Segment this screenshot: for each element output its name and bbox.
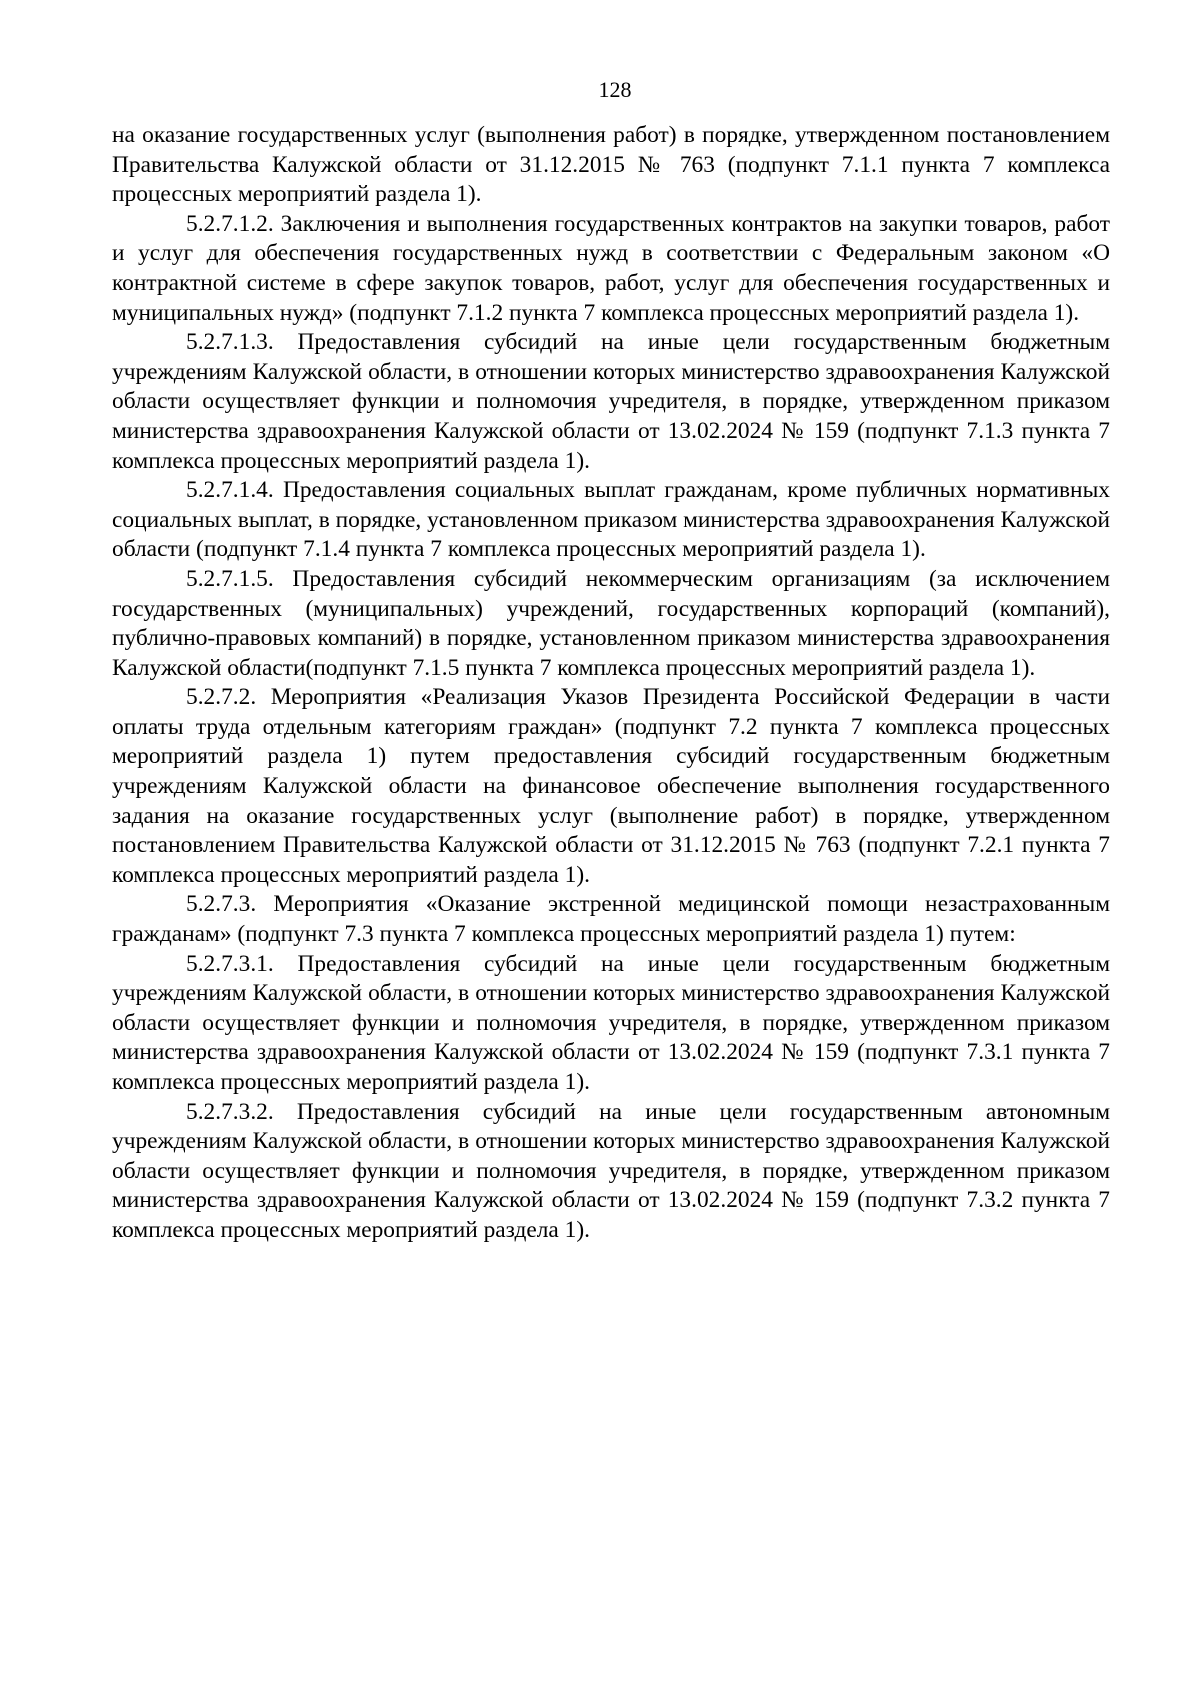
paragraph-5-2-7-1-3: 5.2.7.1.3. Предоставления субсидий на иные цели государственным бюджетным учреждениям Калужской области, в отношении которых министерство здравоохранения Калужской области осуществляет функции и полномочия учредителя, в порядке, утвержденном приказом министерства здравоохранения Калужской области от 13.02.2024 № 159 (подпункт 7.1.3 пункта 7 комплекса процессных мероприятий раздела 1). xyxy=(112,329,1110,474)
page-number: 128 xyxy=(598,77,632,102)
document-page xyxy=(112,76,1110,1246)
paragraph-5-2-7-1-5: 5.2.7.1.5. Предоставления субсидий некоммерческим организациям (за исключением государственных (муниципальных) учреждений, государственных корпораций (компаний), публично-правовых компаний) в порядке, установленном приказом министерства здравоохранения Калужской области(подпункт 7.1.5 пункта 7 комплекса процессных мероприятий раздела 1). xyxy=(112,565,1110,681)
paragraph-5-2-7-2: 5.2.7.2. Мероприятия «Реализация Указов Президента Российской Федерации в части оплаты труда отдельным категориям граждан» (подпункт 7.2 пункта 7 комплекса процессных мероприятий раздела 1) путем предоставления субсидий государственным бюджетным учреждениям Калужской области на финансовое обеспечение выполнения государственного задания на оказание государственных услуг (выполнение работ) в порядке, утвержденном постановлением Правительства Калужской области от 31.12.2015 № 763 (подпункт 7.2.1 пункта 7 комплекса процессных мероприятий раздела 1). xyxy=(112,684,1110,888)
paragraph-5-2-7-1-4: 5.2.7.1.4. Предоставления социальных выплат гражданам, кроме публичных нормативных социальных выплат, в порядке, установленном приказом министерства здравоохранения Калужской области (подпункт 7.1.4 пункта 7 комплекса процессных мероприятий раздела 1). xyxy=(112,477,1110,563)
paragraph-continuation: на оказание государственных услуг (выполнения работ) в порядке, утвержденном постановлением Правительства Калужской области от 31.12.2015 № 763 (подпункт 7.1.1 пункта 7 комплекса процессных мероприятий раздела 1). xyxy=(112,122,1110,208)
paragraph-5-2-7-3-2: 5.2.7.3.2. Предоставления субсидий на иные цели государственным автономным учреждениям Калужской области, в отношении которых министерство здравоохранения Калужской области осуществляет функции и полномочия учредителя, в порядке, утвержденном приказом министерства здравоохранения Калужской области от 13.02.2024 № 159 (подпункт 7.3.2 пункта 7 комплекса процессных мероприятий раздела 1). xyxy=(112,1098,1110,1243)
paragraph-5-2-7-3: 5.2.7.3. Мероприятия «Оказание экстренной медицинской помощи незастрахованным гражданам» (подпункт 7.3 пункта 7 комплекса процессных мероприятий раздела 1) путем: xyxy=(112,891,1110,948)
paragraph-5-2-7-3-1: 5.2.7.3.1. Предоставления субсидий на иные цели государственным бюджетным учреждениям Калужской области, в отношении которых министерство здравоохранения Калужской области осуществляет функции и полномочия учредителя, в порядке, утвержденном приказом министерства здравоохранения Калужской области от 13.02.2024 № 159 (подпункт 7.3.1 пункта 7 комплекса процессных мероприятий раздела 1). xyxy=(112,950,1110,1095)
paragraph-5-2-7-1-2: 5.2.7.1.2. Заключения и выполнения государственных контрактов на закупки товаров, работ и услуг для обеспечения государственных нужд в соответствии с Федеральным законом «О контрактной системе в сфере закупок товаров, работ, услуг для обеспечения государственных и муниципальных нужд» (подпункт 7.1.2 пункта 7 комплекса процессных мероприятий раздела 1). xyxy=(112,210,1110,326)
